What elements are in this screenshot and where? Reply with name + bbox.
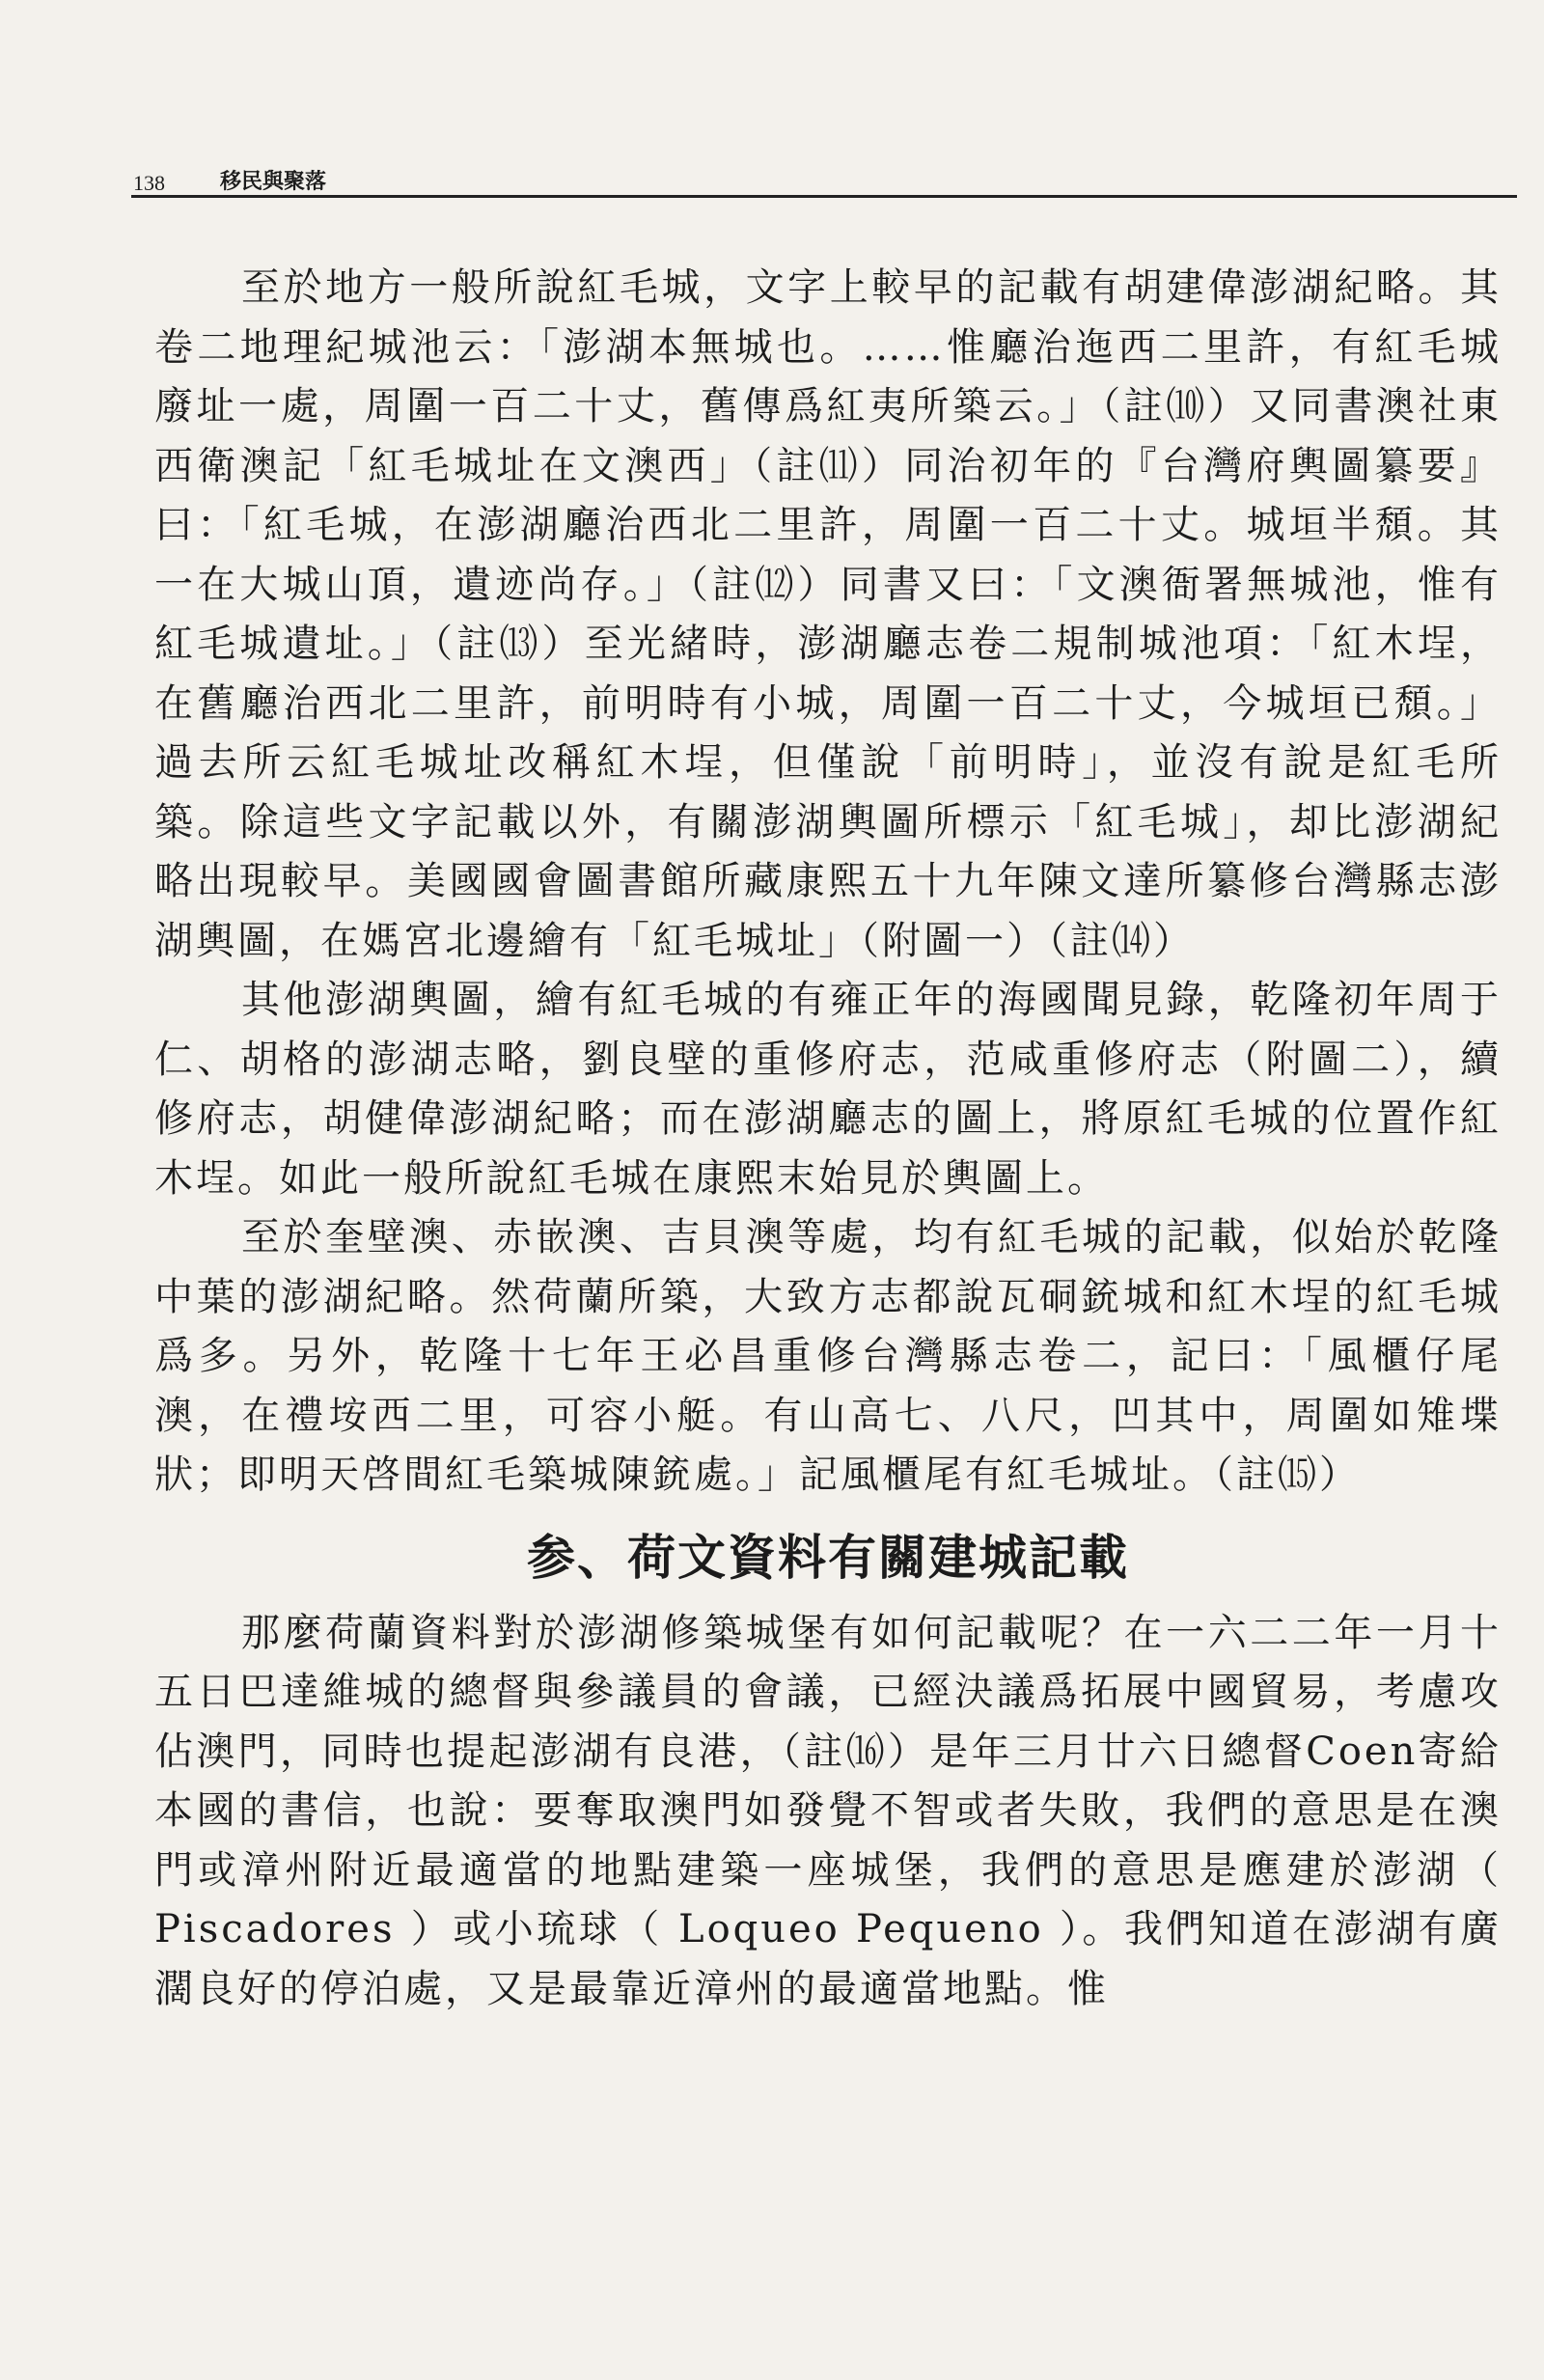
book-title: 移民與聚落 [220,169,327,194]
paragraph: 至於奎壁澳、赤嵌澳、吉貝澳等處，均有紅毛城的記載，似始於乾隆中葉的澎湖紀略。然荷蘭所築，大致方志都說瓦硐銃城和紅木埕的紅毛城爲多。另外，乾隆十七年王必昌重修台灣縣志卷二，記曰：「風櫃仔尾澳，在禮垵西二里，可容小艇。有山高七、八尺，凹其中，周圍如雉堞狀；即明天啓間紅毛築城陳銃處。」記風櫃尾有紅毛城址。（註⒂） [154,1215,1502,1497]
paragraph: 其他澎湖輿圖，繪有紅毛城的有雍正年的海國聞見錄，乾隆初年周于仁、胡格的澎湖志略，劉良壁的重修府志，范咸重修府志（附圖二），續修府志，胡健偉澎湖紀略；而在澎湖廳志的圖上，將原紅毛城的位置作紅木埕。如此一般所說紅毛城在康熙末始見於輿圖上。 [154,978,1502,1201]
body-text [154,259,1502,2019]
paragraph: 那麼荷蘭資料對於澎湖修築城堡有如何記載呢？在一六二二年一月十五日巴達維城的總督與參議員的會議，已經決議爲拓展中國貿易，考慮攻佔澳門，同時也提起澎湖有良港，（註⒃）是年三月廿六日總督Coen寄給本國的書信，也說：要奪取澳門如發覺不智或者失敗，我們的意思是在澳門或漳州附近最適當的地點建築一座城堡，我們的意思是應建於澎湖（ Piscadores ）或小琉球（ Loqueo Pequeno ）。我們知道在澎湖有廣濶良好的停泊處，又是最靠近漳州的最適當地點。惟 [154,1610,1502,2011]
running-header [133,166,1513,199]
section-heading: 参、荷文資料有關建城記載 [527,1529,1129,1586]
header-rule [131,195,1517,198]
page-number: 138 [133,171,165,195]
paragraph: 至於地方一般所說紅毛城，文字上較早的記載有胡建偉澎湖紀略。其卷二地理紀城池云：「澎湖本無城也。……惟廳治迤西二里許，有紅毛城廢址一處，周圍一百二十丈，舊傳爲紅夷所築云。」（註⑽）又同書澳社東西衛澳記「紅毛城址在文澳西」（註⑾）同治初年的『台灣府輿圖纂要』曰：「紅毛城，在澎湖廳治西北二里許，周圍一百二十丈。城垣半頹。其一在大城山頂，遺迹尚存。」（註⑿）同書又曰：「文澳衙署無城池，惟有紅毛城遺址。」（註⒀）至光緒時，澎湖廳志卷二規制城池項：「紅木埕，在舊廳治西北二里許，前明時有小城，周圍一百二十丈，今城垣已頹。」過去所云紅毛城址改稱紅木埕，但僅說「前明時」，並沒有說是紅毛所築。除這些文字記載以外，有關澎湖輿圖所標示「紅毛城」，却比澎湖紀略出現較早。美國國會圖書館所藏康熙五十九年陳文達所纂修台灣縣志澎湖輿圖，在媽宮北邊繪有「紅毛城址」（附圖一）（註⒁） [154,265,1502,963]
